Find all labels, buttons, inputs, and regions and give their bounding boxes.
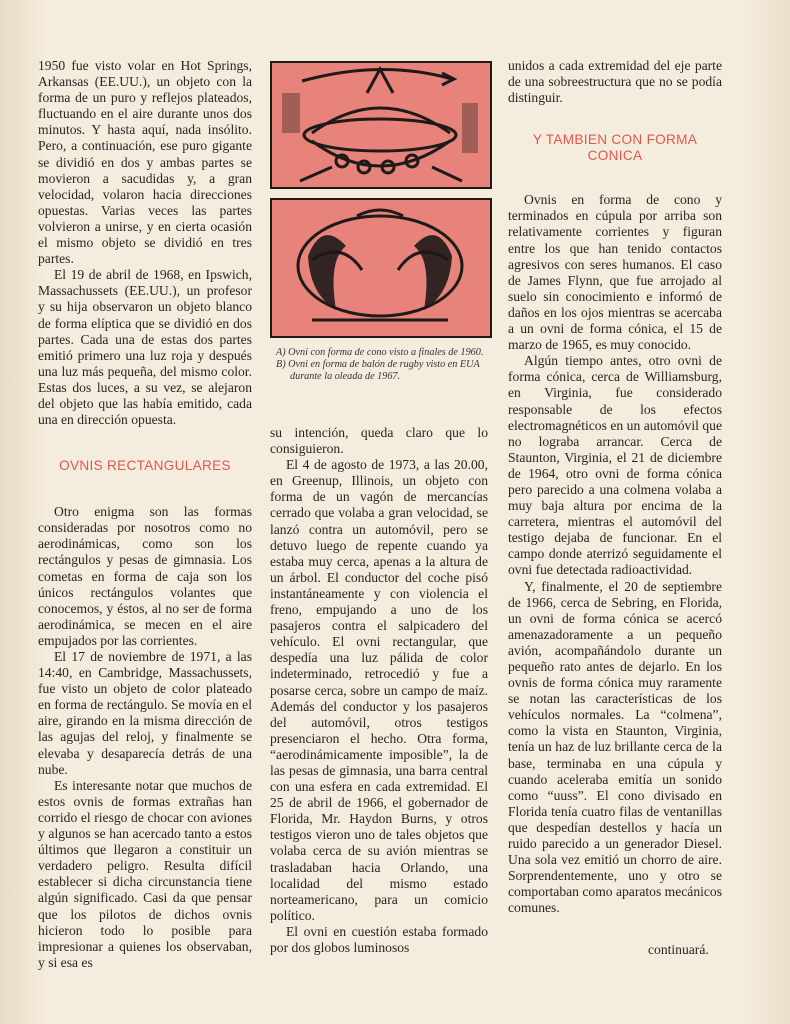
paragraph: El ovni en cuestión estaba formado por dos globos luminosos: [270, 923, 488, 955]
paragraph: Otro enigma son las formas consideradas por nosotros como no aerodinámicas, como son los rectángulos y pesas de gimnasia. Los cometas en forma de caja son los únicos rectángulos volantes que conocemos, y éstos, al no ser de forma aerodinámica, se mecen en el aire empujados por las corrientes.: [38, 504, 252, 648]
paragraph: El 4 de agosto de 1973, a las 20.00, en Greenup, Illinois, un objeto con forma de un vagón de mercancías cerrado que volaba a gran velocidad, se lanzó contra un automóvil, pero se detuvo luego de repente cuando ya estaba muy cerca, apenas a la altura de un árbol. El conductor del coche pisó instantáneamente y con violencia el freno, empujando a uno de los pasajeros contra el salpicadero del vehículo. El ovni rectangular, que despedía una luz pálida de color indeterminado, retrocedió y fue a posarse cerca, sobre un campo de maíz. Además del conductor y los pasajeros del automóvil, otros testigos presenciaron el hecho. Otra forma, “aerodinámicamente imposible”, la de las pesas de gimnasia, una barra central con una esfera en cada extremidad. El 25 de abril de 1966, el gobernador de Florida, Mr. Haydon Burns, y otros testigos vieron uno de tales objetos que volaba cerca de su avión mientras se trasladaban hacia Orlando, una localidad del mismo estado norteamericano, para un comicio político.: [270, 457, 488, 923]
paragraph: Y, finalmente, el 20 de septiembre de 1966, cerca de Sebring, en Florida, un ovni de forma cónica se acercó amenazadoramente a un pequeño avión, acompañándolo durante un pequeño rato antes de dejarlo. En los ovnis de forma cónica muy raramente se notan las características de los vehículos normales. La “colmena”, como la vista en Staunton, Virginia, tenía un haz de luz brillante cerca de la base, terminaba en una cúpula y cuando aceleraba emitía un sonido como “uuss”. El cono divisado en Florida tenía cuatro filas de ventanillas que despedían destellos y hacía un ruido parecido a un generador Diesel. Una sola vez emitió un chorro de aire. Sorprendentemente, uno y otro se comportaban como aparatos mecánicos comunes.: [508, 578, 723, 916]
text-column-left: [38, 58, 252, 971]
paragraph: Ovnis en forma de cono y terminados en cúpula por arriba son relativamente corrientes y figuran entre los que han tenido contactos agresivos con seres humanos. El caso de James Flynn, que fue arrojado al suelo sin conocimiento e informó de daños en los ojos mientras se acercaba a un ovni de forma cónica, el 15 de marzo de 1965, es muy conocido.: [508, 192, 722, 353]
continued-note: continuará.: [648, 942, 709, 957]
paragraph: El 17 de noviembre de 1971, a las 14:40, en Cambridge, Massachussets, fue visto un objeto de color plateado en forma de rectángulo. Se movía en el aire, girando en la misma dirección de las agujas del reloj, y finalmente se elevaba y desaparecía detrás de una nube.: [38, 649, 252, 777]
paragraph: Es interesante notar que muchos de estos ovnis de formas extrañas han corrido el riesgo de chocar con aviones y algunos se han acercado tanto a estos últimos que llegaron a constituir un verdadero peligro. Resulta difícil establecer si dicha circunstancia tiene algún significado. Casi da que pensar que los pilotos de dichos ovnis hicieron todo lo posible para impresionar a quienes los observaban, y si esa es: [38, 777, 252, 970]
cone-ufo-illustration: [272, 63, 490, 187]
paragraph: El 19 de abril de 1968, en Ipswich, Massachussets (EE.UU.), un profesor y su hija observaron un objeto blanco de forma elíptica que se dividió en dos partes. Cada una de estas dos partes emitió primero una luz roja y después una luz más pequeña, del mismo color. Estas dos luces, a su vez, se alejaron del objeto que las había emitido, cada una en dirección opuesta.: [38, 267, 252, 428]
caption-b: B) Ovni en forma de balón de rugby visto en EUA durante la oleada de 1967.: [276, 359, 480, 383]
text-column-right: [508, 58, 722, 917]
rugby-ball-ufo-illustration: [272, 200, 490, 336]
section-heading-rectangular: OVNIS RECTANGULARES: [59, 458, 231, 474]
text-column-middle: [270, 425, 488, 956]
paragraph: unidos a cada extremidad del eje parte de una sobreestructura que no se podía distinguir.: [508, 58, 722, 106]
paragraph: su intención, queda claro que lo consiguieron.: [270, 425, 488, 457]
caption-a: A) Ovni con forma de cono visto a finales de 1960.: [276, 347, 484, 358]
figure-b-rugby-ufo: [270, 198, 492, 338]
paragraph: 1950 fue visto volar en Hot Springs, Arkansas (EE.UU.), un objeto con la forma de un puro y reflejos plateados, fluctuando en el aire durante unos dos minutos. Y hasta aquí, nada insólito. Pero, a continuación, ese puro gigante se dividió en dos y ambas partes se movieron a sacudidas y, a gran velocidad, volaron hacia direcciones opuestas. Varias veces las partes volvieron a unirse, y en cierta ocasión el mismo objeto se dividió en tres partes.: [38, 58, 252, 267]
section-heading-conical: Y TAMBIEN CON FORMA CONICA: [532, 132, 698, 164]
figure-a-cone-ufo: [270, 61, 492, 189]
paragraph: Algún tiempo antes, otro ovni de forma cónica, cerca de Williamsburg, en Virginia, fue considerado responsable de los efectos electromagnéticos en un automóvil que no lograba arrancar. Cerca de Staunton, Virginia, el 21 de diciembre de 1964, otro ovni de forma cónica pero parecido a una colmena volaba a muy baja altura por encima de la carretera, mientras el automóvil del testigo dejaba de funcionar. En el campo donde aterrizó seguidamente el ovni fue detectada radioactividad.: [508, 353, 722, 578]
figure-caption: [276, 347, 492, 384]
